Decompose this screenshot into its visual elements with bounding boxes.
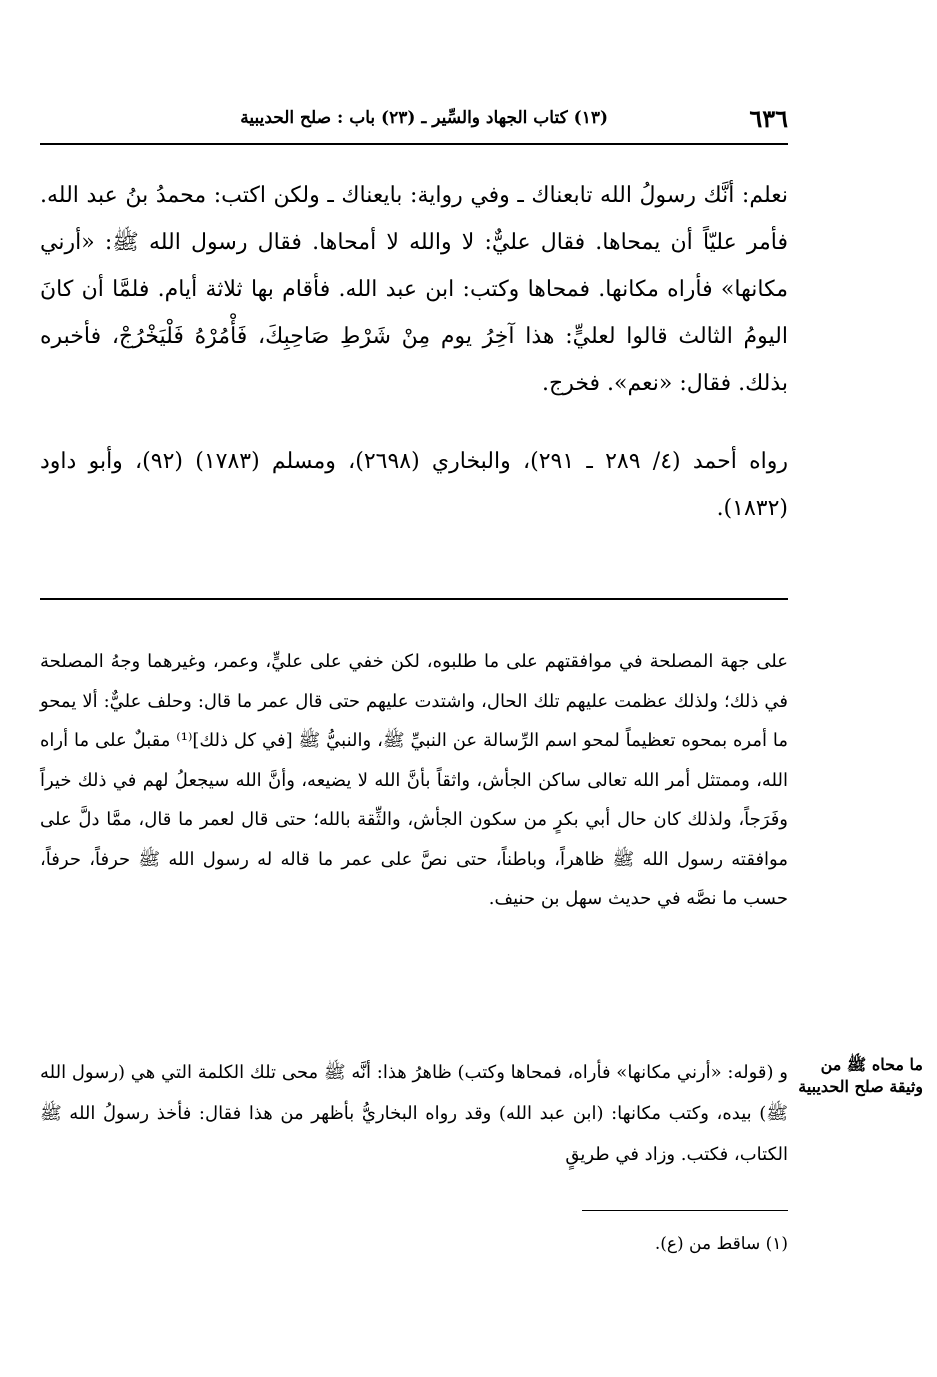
commentary-paragraph-1: على جهة المصلحة في موافقتهم على ما طلبوه، لكن خفي على عليٍّ، وعمر، وغيرهما وجهُ المصلحة في ذلك؛ ولذلك عظمت عليهم تلك الحال، واشتدت عليهم حتى قال عمر ما قال: وحلف عليٌّ: ألا يمحو ما أمره بمحوه تعظيماً لمحو اسم الرِّسالة عن النبيِّ ﷺ، والنبيُّ ﷺ [في كل ذلك]⁽¹⁾ مقبلٌ على ما أراه الله، وممتثل أمر الله تعالى ساكن الجأش، واثقاً بأنَّ الله لا يضيعه، وأنَّ الله سيجعلُ لهم في ذلك خيراً وفَرَجاً، ولذلك كان حال أبي بكرٍ من سكون الجأش، والثِّقة بالله؛ حتى قال لعمر ما قال، ممَّا دلَّ على موافقته رسول الله ﷺ ظاهراً، وباطناً، حتى نصَّ على عمر ما قاله له رسول الله ﷺ حرفاً، حرفاً، حسب ما نصَّه في حديث سهل بن حنيف. (40, 651, 788, 909)
source-reference: رواه أحمد (٤/ ٢٨٩ ـ ٢٩١)، والبخاري (٢٦٩٨)، ومسلم (١٧٨٣) (٩٢)، وأبو داود (١٨٣٢). (40, 449, 788, 521)
page-header (40, 104, 788, 138)
header-divider (40, 143, 788, 145)
margin-note: ما محاه ﷺ من وثيقة صلح الحديبية (798, 1055, 923, 1096)
commentary-paragraph-2: و (قوله: «أرني مكانها» فأراه، فمحاها وكتب) ظاهرُ هذا: أنَّه ﷺ محى تلك الكلمة التي هي (رسول الله ﷺ) بيده، وكتب مكانها: (ابن عبد الله) وقد رواه البخاريُّ بأظهر من هذا فقال: فأخذ رسولُ الله ﷺ الكتاب، فكتب. وزاد في طريقٍ (40, 1062, 788, 1165)
running-title: (١٣) كتاب الجهاد والسِّير ـ (٢٣) باب : صلح الحديبية (240, 108, 608, 128)
hadith-text: نعلم: أنَّك رسولُ الله تابعناك ـ وفي رواية: بايعناك ـ ولكن اكتب: محمدُ بنُ عبد الله. فأمر عليّاً أن يمحاها. فقال عليٌّ: لا والله لا أمحاها. فقال رسول الله ﷺ: «أرني مكانها» فأراه مكانها. فمحاها وكتب: ابن عبد الله. فأقام بها ثلاثة أيام. فلمَّا أن كانَ اليومُ الثالث قالوا لعليٍّ: هذا آخِرُ يوم مِنْ شَرْطِ صَاحِبِكَ، فَأْمُرْهُ فَلْيَخْرُجْ، فأخبره بذلك. فقال: «نعم». فخرج. (40, 183, 788, 396)
footnote: (١) ساقط من (ع). (654, 1234, 788, 1254)
footnote-divider (582, 1210, 788, 1211)
section-divider (40, 598, 788, 600)
page-number: ٦٣٦ (749, 104, 788, 133)
